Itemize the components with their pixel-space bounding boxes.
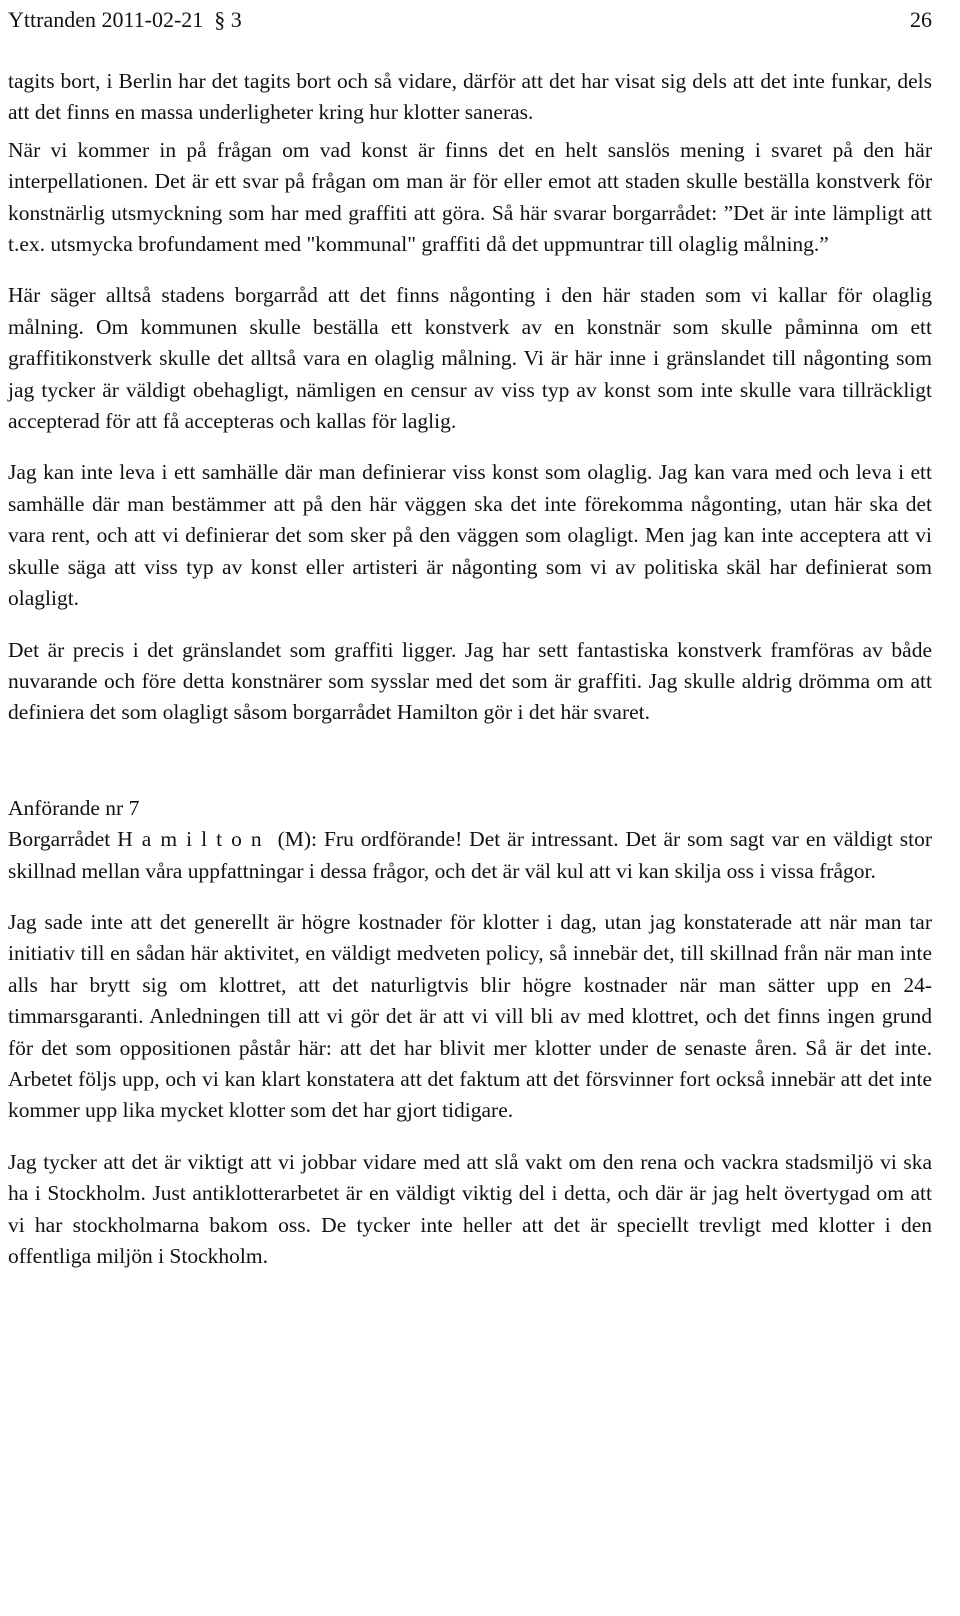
paragraph: Jag tycker att det är viktigt att vi jobbar vidare med att slå vakt om den rena och vackra stadsmiljö vi ska ha i Stockholm. Just antiklotterarbetet är en väldigt viktig del i detta, och där är jag helt övertygad om att vi har stockholmarna bakom oss. De tycker inte heller att det är speciellt trevligt med klotter i den offentliga miljön i Stockholm. bbox=[8, 1149, 932, 1268]
header-title: Yttranden 2011-02-21 § 3 bbox=[8, 7, 242, 32]
speaker-name: Hamilton bbox=[117, 827, 271, 852]
document-body bbox=[8, 66, 932, 1272]
paragraph: Jag kan inte leva i ett samhälle där man definierar viss konst som olaglig. Jag kan vara med och leva i ett samhälle där man bestämmer att på den här väggen ska det inte förekomma någonting, utan här ska det vara rent, och att vi definierar det som sker på den väggen som olagligt. Men jag kan inte acceptera att vi skulle säga att viss typ av konst eller artisteri är någonting som vi av politiska skäl har definierat som olagligt. bbox=[8, 460, 932, 611]
page-header bbox=[8, 2, 932, 38]
paragraph: När vi kommer in på frågan om vad konst är finns det en helt sanslös mening i svaret på den här interpellationen. Det är ett svar på frågan om man är för eller emot att staden skulle beställa konstverk för konstnärlig utsmyckning som har med graffiti att göra. Så här svarar borgarrådet: ”Det är inte lämpligt att t.ex. utsmycka brofundament med "kommunal" graffiti då det uppmuntrar till olaglig målning.” bbox=[8, 137, 932, 257]
speaker-prefix: Borgarrådet bbox=[8, 827, 118, 852]
speech-opening-text: Fru ordförande! Det är intressant. Det är som sagt var en väldigt stor skillnad mellan våra uppfattningar i dessa frågor, och det är väl kul att vi kan skilja oss i vissa frågor. bbox=[8, 827, 932, 883]
speech-opening-paragraph bbox=[8, 824, 932, 887]
section-spacer bbox=[8, 749, 932, 793]
page-number: 26 bbox=[910, 7, 932, 32]
speaker-party: (M): bbox=[270, 827, 318, 852]
paragraph: tagits bort, i Berlin har det tagits bort och så vidare, därför att det har visat sig dels att det inte funkar, dels att det finns en massa underligheter kring hur klotter saneras. bbox=[8, 69, 932, 125]
paragraph: Jag sade inte att det generellt är högre kostnader för klotter i dag, utan jag konstaterade att när man tar initiativ till en sådan här aktivitet, en väldigt medveten policy, så innebär det, till skillnad från när man inte alls har brytt sig om klottret, att det naturligtvis blir högre kostnader när man sätter upp en 24-timmarsgaranti. Anledningen till att vi gör det är att vi vill bli av med klottret, och det finns ingen grund för det som oppositionen påstår här: att det har blivit mer klotter under de senaste åren. Så är det inte. Arbetet följs upp, och vi kan klart konstatera att det faktum att det försvinner fort också innebär att det inte kommer upp lika mycket klotter som det har gjort tidigare. bbox=[8, 909, 932, 1123]
paragraph: Det är precis i det gränslandet som graffiti ligger. Jag har sett fantastiska konstverk framföras av både nuvarande och före detta konstnärer som sysslar med det som är graffiti. Jag skulle aldrig drömma om att definiera det som olagligt såsom borgarrådet Hamilton gör i det här svaret. bbox=[8, 637, 932, 725]
speech-heading: Anförande nr 7 bbox=[8, 795, 140, 820]
paragraph: Här säger alltså stadens borgarråd att det finns någonting i den här staden som vi kallar för olaglig målning. Om kommunen skulle beställa ett konstverk av en konstnär som skulle påminna om ett graffitikonstverk skulle det alltså vara en olaglig målning. Vi är här inne i gränslandet till någonting som jag tycker är väldigt obehagligt, nämligen en censur av viss typ av konst som inte skulle vara tillräckligt accepterad för att få accepteras och kallas för laglig. bbox=[8, 283, 932, 434]
document-page bbox=[8, 0, 932, 1292]
